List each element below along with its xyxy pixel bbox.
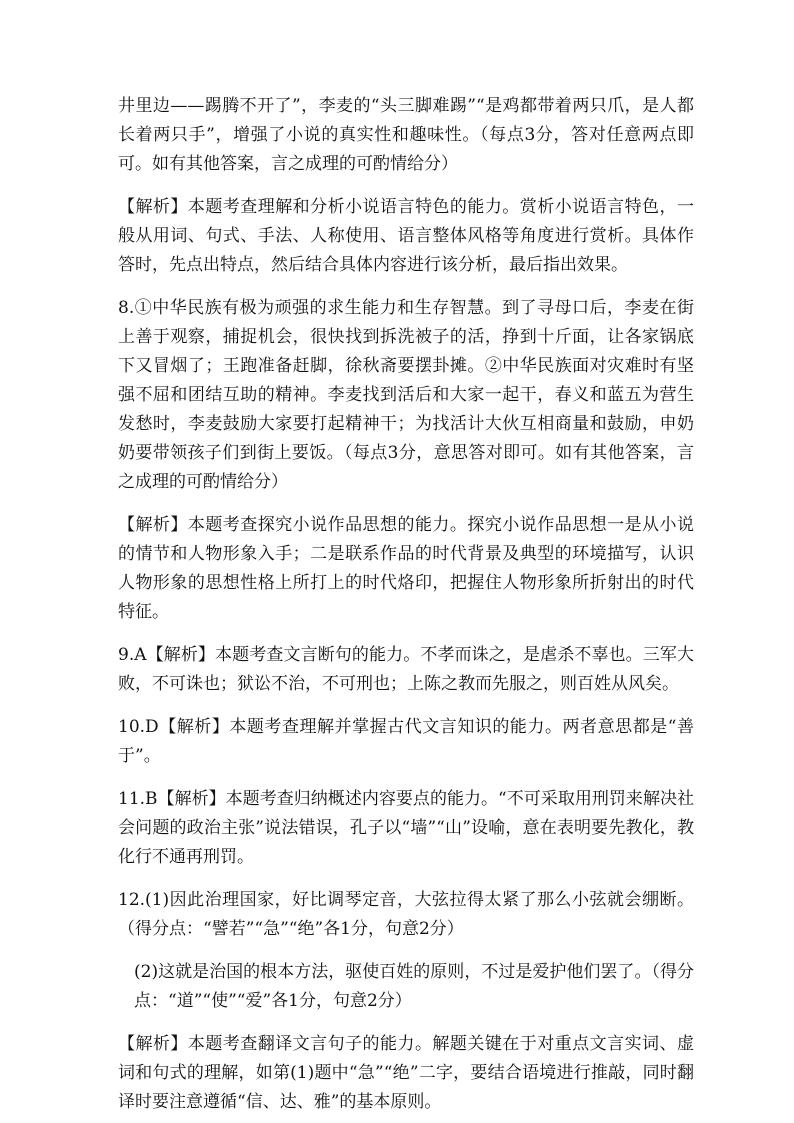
answer-8: 8.①中华民族有极为顽强的求生能力和生存智慧。到了寻母口后，李麦在街上善于观察，捕捉机会，很快找到拆洗被子的活，挣到十斤面，让各家锅底下又冒烟了；王跑准备赶脚，徐秋斋要摆卦摊。②中华民族面对灾难时有坚强不屈和团结互助的精神。李麦找到活后和大家一起干，春义和蓝五为营生发愁时，李麦鼓励大家要打起精神干；为找活计大伙互相商量和鼓励，申奶奶要带领孩子们到街上要饭。（每点3分，意思答对即可。如有其他答案，言之成理的可酌情给分） <box>118 298 694 492</box>
answer-11: 11.B【解析】本题考查归纳概述内容要点的能力。“不可采取用刑罚来解决社会问题的政治主张”说法错误，孔子以“墙”“山”设喻，意在表明要先教化，教化行不通再刑罚。 <box>118 789 695 867</box>
analysis-12: 【解析】本题考查翻译文言句子的能力。解题关键在于对重点文言实词、虚词和句式的理解，如第(1)题中“急”“绝”二字，要结合语境进行推敲，同时翻译时要注意遵循“信、达、雅”的基本原则。 <box>118 1034 694 1112</box>
analysis-7: 【解析】本题考查理解和分析小说语言特色的能力。赏析小说语言特色，一般从用词、句式、手法、人称使用、语言整体风格等角度进行赏析。具体作答时，先点出特点，然后结合具体内容进行该分析，最后指出效果。 <box>118 197 694 275</box>
analysis-8: 【解析】本题考查探究小说作品思想的能力。探究小说作品思想一是从小说的情节和人物形象入手；二是联系作品的时代背景及典型的环境描写，认识人物形象的思想性格上所打上的时代烙印，把握住人物形象所折射出的时代特征。 <box>118 515 694 622</box>
answer-7-continued: 井里边——踢腾不开了”，李麦的“头三脚难踢”“是鸡都带着两只爪，是人都长着两只手”，增强了小说的真实性和趣味性。（每点3分，答对任意两点即可。如有其他答案，言之成理的可酌情给分） <box>118 96 694 174</box>
answer-9: 9.A【解析】本题考查文言断句的能力。不孝而诛之，是虐杀不辜也。三军大败，不可诛也；狱讼不治，不可刑也；上陈之教而先服之，则百姓从风矣。 <box>118 645 694 694</box>
answer-10: 10.D【解析】本题考查理解并掌握古代文言知识的能力。两者意思都是“善于”。 <box>118 717 694 766</box>
answer-12-part-2: (2)这就是治国的根本方法，驱使百姓的原则，不过是爱护他们罢了。（得分点：“道”“使”“爱”各1分，句意2分） <box>134 962 694 1011</box>
answer-12-part-1: 12.(1)因此治理国家，好比调琴定音，大弦拉得太紧了那么小弦就会绷断。（得分点：“譬若”“急”“绝”各1分，句意2分） <box>118 890 694 939</box>
